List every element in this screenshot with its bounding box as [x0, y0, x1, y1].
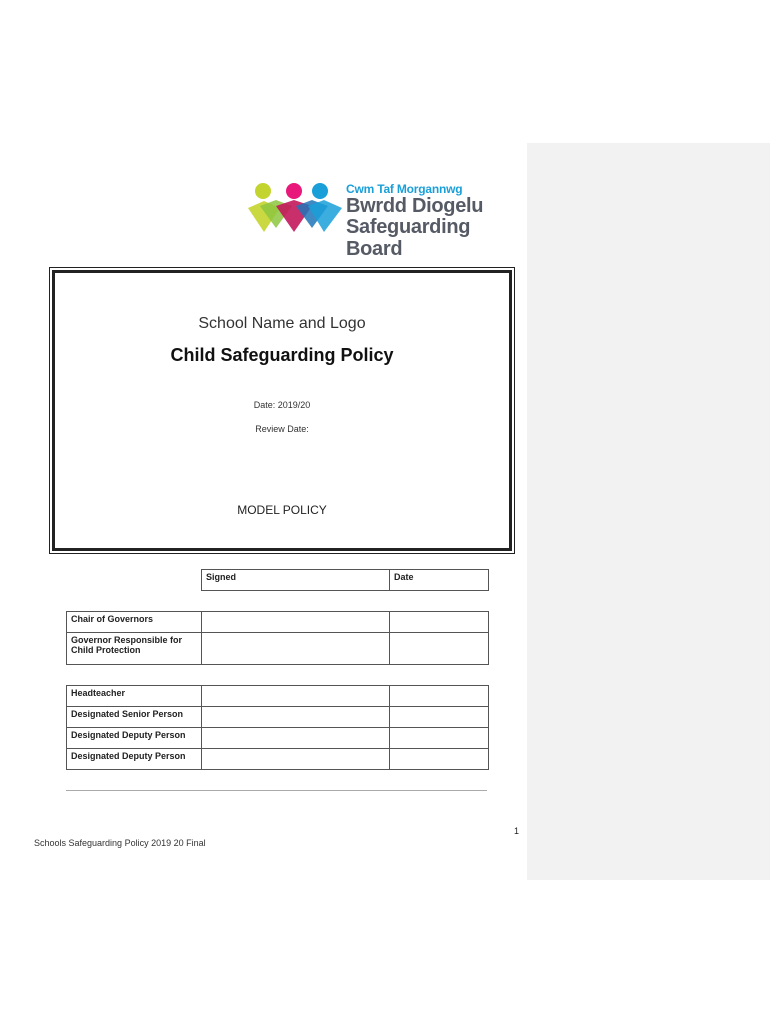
date-cell[interactable]: [390, 728, 489, 749]
page-number: 1: [514, 826, 520, 836]
role-label: Chair of Governors: [67, 612, 202, 633]
signature-cell[interactable]: [202, 633, 390, 665]
logo-hearts-graphic: [246, 180, 346, 235]
signed-header: Signed: [202, 570, 390, 591]
signature-cell[interactable]: [202, 728, 390, 749]
school-name-placeholder: School Name and Logo: [198, 315, 366, 332]
table-row: [67, 728, 489, 749]
cover-title-box: [52, 270, 512, 551]
policy-date: Date: 2019/20: [253, 400, 311, 410]
signature-cell[interactable]: [202, 749, 390, 770]
comment-pane: [527, 143, 770, 880]
date-cell[interactable]: [390, 612, 489, 633]
logo-line-1: Cwm Taf Morgannwg: [346, 182, 463, 196]
role-label: Governor Responsible for Child Protection: [67, 633, 202, 665]
governors-signature-table: [66, 611, 489, 665]
signature-cell[interactable]: [202, 707, 390, 728]
policy-title: Child Safeguarding Policy: [170, 345, 394, 365]
logo-line-2: Bwrdd Diogelu: [346, 195, 484, 217]
signature-header-table: [201, 569, 489, 591]
table-row: [67, 749, 489, 770]
role-label: Designated Senior Person: [67, 707, 202, 728]
model-policy-label: MODEL POLICY: [237, 503, 327, 517]
table-row: [67, 707, 489, 728]
divider: [66, 790, 487, 791]
safeguarding-board-logo: [246, 180, 516, 260]
role-label: Designated Deputy Person: [67, 749, 202, 770]
role-label: Designated Deputy Person: [67, 728, 202, 749]
date-header: Date: [390, 570, 489, 591]
review-date: Review Date:: [255, 424, 309, 434]
date-cell[interactable]: [390, 749, 489, 770]
table-row: [67, 612, 489, 633]
signature-cell[interactable]: [202, 686, 390, 707]
date-cell[interactable]: [390, 633, 489, 665]
table-row: [67, 686, 489, 707]
signature-cell[interactable]: [202, 612, 390, 633]
date-cell[interactable]: [390, 707, 489, 728]
date-cell[interactable]: [390, 686, 489, 707]
document-footer: Schools Safeguarding Policy 2019 20 Final: [34, 838, 206, 848]
role-label: Headteacher: [67, 686, 202, 707]
logo-line-3: Safeguarding Board: [346, 216, 471, 260]
table-row: [67, 633, 489, 665]
staff-signature-table: [66, 685, 489, 770]
